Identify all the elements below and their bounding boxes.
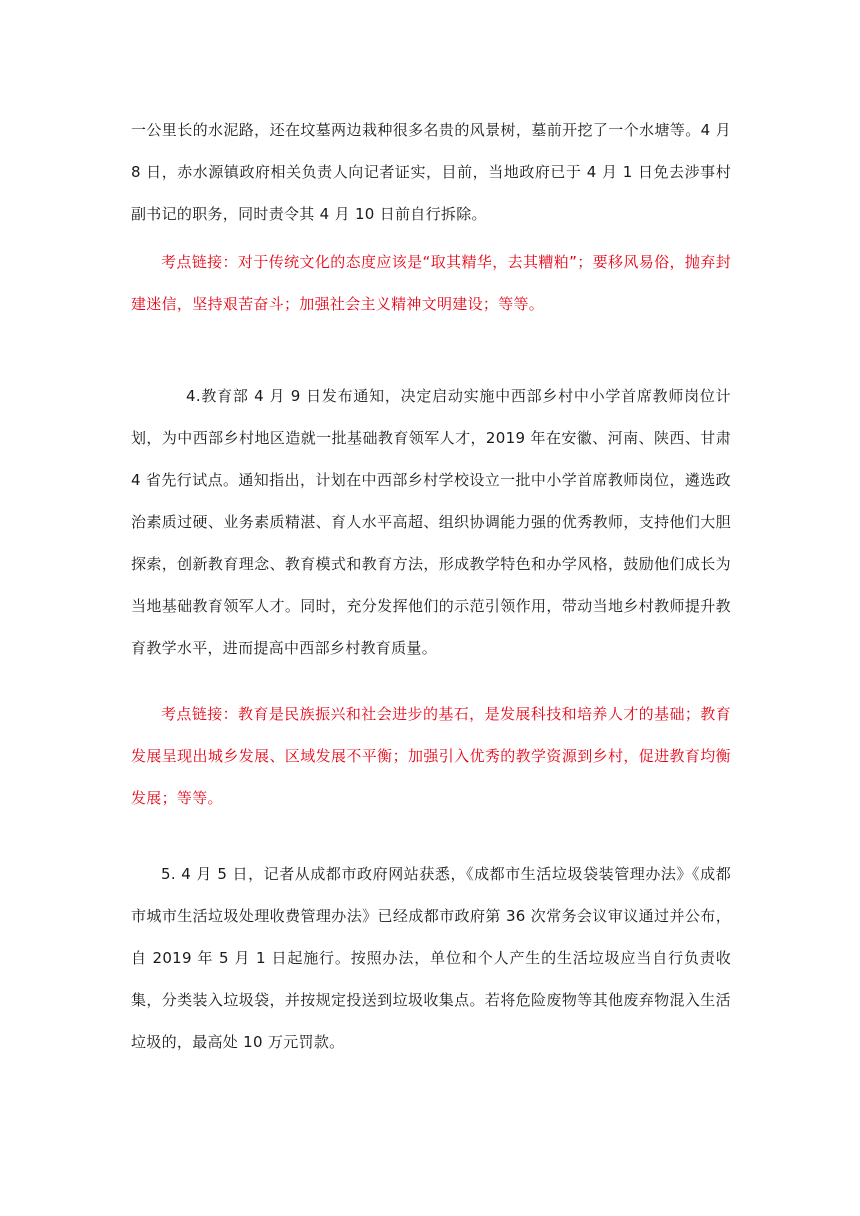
- body-paragraph-3: 5. 4 月 5 日，记者从成都市政府网站获悉，《成都市生活垃圾袋装管理办法》《成都市城市生活垃圾处理收费管理办法》已经成都市政府第 36 次常务会议审议通过并公布，自 2019 年 5 月 1 日起施行。按照办法，单位和个人产生的生活垃圾应当自行负责收集，分类装入垃圾袋，并按规定投送到垃圾收集点。若将危险废物等其他废弃物混入生活垃圾的，最高处 10 万元罚款。: [131, 865, 731, 1051]
- body-paragraph-2: 4.教育部 4 月 9 日发布通知，决定启动实施中西部乡村中小学首席教师岗位计划，为中西部乡村地区造就一批基础教育领军人才，2019 年在安徽、河南、陕西、甘肃 4 省先行试点。通知指出，计划在中西部乡村学校设立一批中小学首席教师岗位，遴选政治素质过硬、业务素质精湛、育人水平高超、组织协调能力强的优秀教师，支持他们大胆探索，创新教育理念、教育模式和教育方法，形成教学特色和办学风格，鼓励他们成长为当地基础教育领军人才。同时，充分发挥他们的示范引领作用，带动当地乡村教师提升教育教学水平，进而提高中西部乡村教育质量。: [131, 387, 731, 657]
- exam-link-2: 考点链接：教育是民族振兴和社会进步的基石，是发展科技和培养人才的基础；教育发展呈现出城乡发展、区域发展不平衡；加强引入优秀的教学资源到乡村，促进教育均衡发展；等等。: [131, 705, 731, 807]
- exam-link-1: 考点链接：对于传统文化的态度应该是“取其精华，去其糟粕”；要移风易俗，抛弃封建迷信，坚持艰苦奋斗；加强社会主义精神文明建设；等等。: [131, 253, 731, 313]
- body-paragraph-1: 一公里长的水泥路，还在坟墓两边栽种很多名贵的风景树，墓前开挖了一个水塘等。4 月 8 日，赤水源镇政府相关负责人向记者证实，目前，当地政府已于 4 月 1 日免去涉事村副书记的职务，同时责令其 4 月 10 日前自行拆除。: [131, 121, 731, 223]
